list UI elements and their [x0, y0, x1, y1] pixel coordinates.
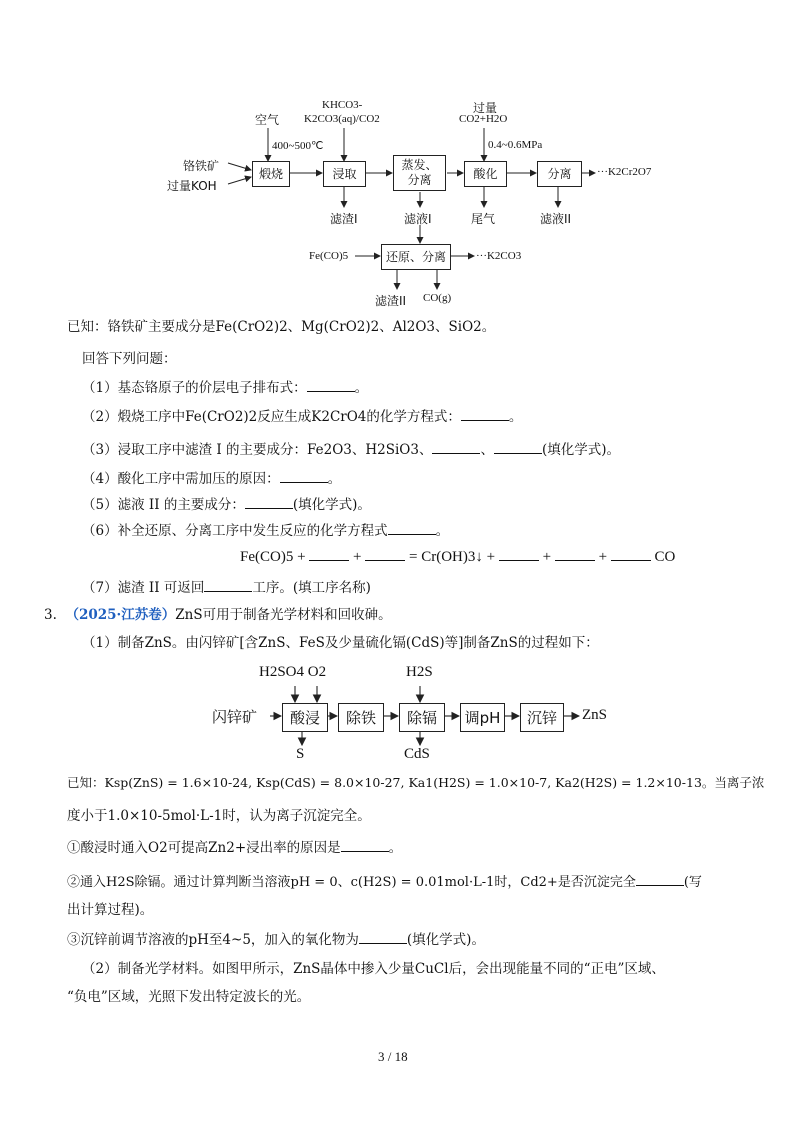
input-air: 空气	[255, 113, 280, 127]
answer-blank[interactable]	[636, 872, 684, 886]
output-k2co3: ···K2CO3	[476, 250, 522, 262]
problem-3-part-2-cont: “负电”区域，光照下发出特定波长的光。	[67, 989, 311, 1005]
step-acidify: 酸化	[464, 161, 507, 187]
question-6: （6）补全还原、分离工序中发生反应的化学方程式 。	[82, 523, 450, 539]
sub-question-1: ①酸浸时通入O2可提高Zn2+浸出率的原因是 。	[67, 840, 403, 856]
label-temperature: 400~500℃	[272, 140, 324, 152]
problem-3-part-2: （2）制备光学材料。如图甲所示，ZnS晶体中掺入少量CuCl后，会出现能量不同的“正电”区域、	[82, 961, 665, 977]
step-evaporate-separate: 蒸发、分离	[393, 155, 446, 191]
step-leaching: 浸取	[323, 161, 366, 187]
output-k2cr2o7: ···K2Cr2O7	[597, 166, 652, 178]
output-filtrate-2: 滤液II	[540, 212, 572, 226]
intro-text: 回答下列问题：	[82, 351, 177, 367]
input-co2-h2o: CO2+H2O	[459, 113, 508, 125]
sub-question-2-cont: 出计算过程)。	[67, 902, 154, 918]
output-tail-gas: 尾气	[471, 212, 496, 226]
reagent-h2s: H2S	[406, 664, 433, 680]
input-feco5: Fe(CO)5	[309, 250, 349, 262]
input-khco3: KHCO3-	[322, 99, 363, 111]
reagent-h2so4-o2: H2SO4 O2	[259, 664, 327, 680]
problem-3-part-1: （1）制备ZnS。由闪锌矿[含ZnS、FeS及少量硫化镉(CdS)等]制备ZnS的过程如下：	[82, 635, 599, 651]
question-1: （1）基态铬原子的价层电子排布式： 。	[82, 380, 369, 396]
step-precipitate-zinc: 沉锌	[520, 703, 564, 732]
output-cds: CdS	[404, 746, 430, 762]
answer-blank[interactable]	[341, 838, 389, 852]
output-co-gas: CO(g)	[423, 292, 452, 304]
output-residue-1: 滤渣I	[330, 212, 358, 226]
sub-question-2: ②通入H2S除镉。通过计算判断当溶液pH = 0、c(H2S) = 0.01mol·L-1时，Cd2+是否沉淀完全 (写	[67, 872, 702, 892]
label-pressure: 0.4~0.6MPa	[488, 139, 543, 151]
page-number: 3 / 18	[378, 1049, 408, 1064]
known-chromite: 已知：铬铁矿主要成分是Fe(CrO2)2、Mg(CrO2)2、Al2O3、SiO2。	[67, 319, 496, 335]
step-remove-iron: 除铁	[338, 703, 384, 732]
output-filtrate-1: 滤液I	[404, 212, 432, 226]
step-acid-leach: 酸浸	[282, 703, 328, 732]
input-excess: 过量	[473, 101, 498, 115]
question-3: （3）浸取工序中滤渣 I 的主要成分：Fe2O3、H2SiO3、 、 (填化学式)。	[82, 442, 620, 458]
known-constants-line-2: 度小于1.0×10-5mol·L-1时，认为离子沉淀完全。	[67, 808, 371, 824]
step-adjust-ph: 调pH	[460, 703, 505, 732]
problem-3-header: 3. （2025·江苏卷）ZnS可用于制备光学材料和回收砷。	[44, 607, 392, 623]
step-remove-cadmium: 除镉	[399, 703, 445, 732]
step-separate: 分离	[537, 161, 582, 187]
input-chromite: 铬铁矿	[183, 159, 220, 173]
source-tag: （2025·江苏卷）	[65, 607, 176, 623]
question-2: （2）煅烧工序中Fe(CrO2)2反应生成K2CrO4的化学方程式： 。	[82, 409, 523, 425]
question-4: （4）酸化工序中需加压的原因： 。	[82, 471, 342, 487]
output-zns: ZnS	[582, 707, 608, 723]
input-koh: 过量KOH	[167, 179, 217, 193]
question-5: （5）滤液 II 的主要成分： (填化学式)。	[82, 497, 371, 513]
question-7: （7）滤渣 II 可返回 工序。(填工序名称)	[82, 580, 371, 596]
output-s: S	[296, 746, 305, 762]
output-residue-2: 滤渣II	[375, 294, 407, 308]
step-reduce-separate: 还原、分离	[381, 244, 451, 270]
input-k2co3: K2CO3(aq)/CO2	[304, 113, 380, 125]
answer-blank[interactable]	[359, 930, 407, 944]
input-sphalerite: 闪锌矿	[212, 708, 258, 726]
sub-question-3: ③沉锌前调节溶液的pH至4~5，加入的氧化物为 (填化学式)。	[67, 932, 485, 948]
step-calcination: 煅烧	[252, 161, 290, 187]
known-constants-line-1: 已知：Ksp(ZnS) = 1.6×10-24, Ksp(CdS) = 8.0×10-27, Ka1(H2S) = 1.0×10-7, Ka2(H2S) = 1.2×10-13。当离子浓	[67, 775, 765, 790]
equation-line: Fe(CO)5 + + = Cr(OH)3↓ + + + CO	[240, 549, 676, 565]
